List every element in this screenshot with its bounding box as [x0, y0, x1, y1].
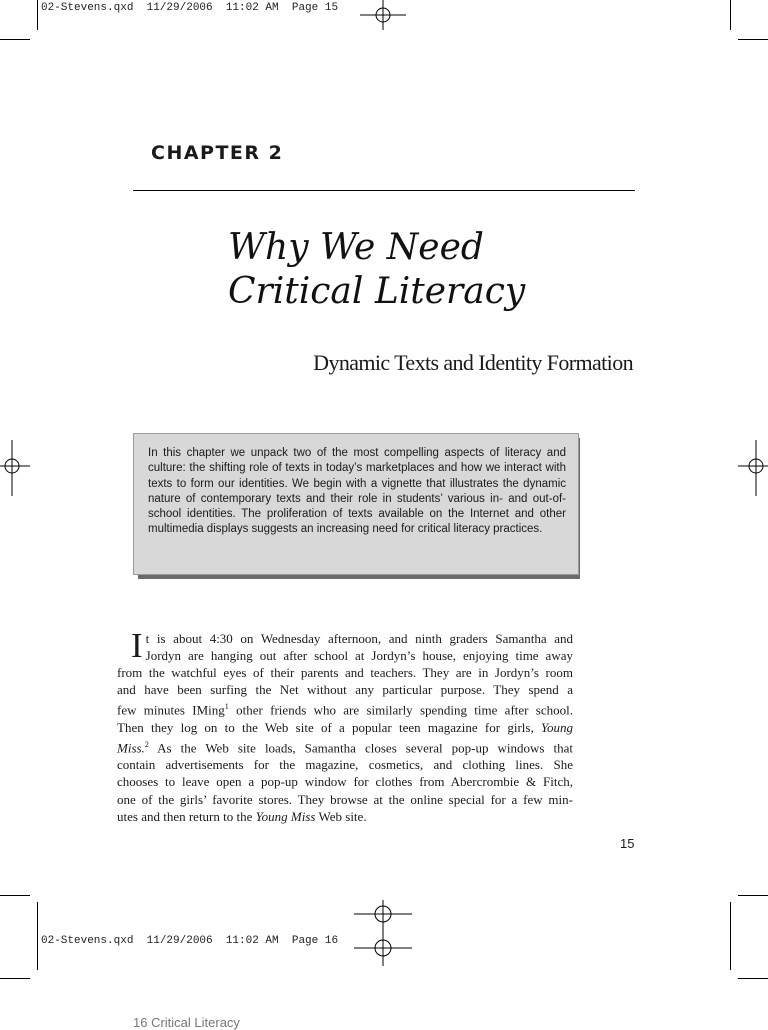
crop-mark-bottom-left-h [0, 895, 30, 896]
crop-mark-top-right [730, 0, 731, 30]
crop-mark-bottom-right [730, 902, 731, 970]
body-line: from the watchful eyes of their parents and teachers. They are in Jordyn’s room [117, 665, 573, 681]
registration-mark-top-icon [360, 0, 406, 30]
body-line [117, 808, 573, 825]
chapter-title-line-1: Why We Need [228, 227, 484, 268]
body-line-part: Web site. [318, 808, 367, 824]
magazine-name: Young Miss [255, 808, 316, 824]
abstract-text: In this chapter we unpack two of the most compelling aspects of literacy and culture: the shifting role of texts in today’s marketplaces and how we interact with texts to form our identities. We begin with a vignette that illustrates the dynamic nature of contemporary texts and their role in students’ various in- and out-of-school identities. The proliferation of texts available on the Internet and other multimedia displays suggests an increasing need for critical literacy practices. [148, 447, 566, 536]
chapter-subtitle: Dynamic Texts and Identity Formation [313, 350, 633, 375]
crop-mark-next-right-h [738, 978, 768, 979]
body-line [117, 736, 573, 756]
crop-mark-top-left-h [0, 39, 30, 40]
footnote-ref-2: 2 [144, 739, 149, 749]
body-line-part: utes and then return to the [117, 808, 253, 824]
body-line: chooses to leave open a pop-up window for clothes from Abercrombie & Fitch, [117, 774, 573, 790]
registration-mark-left-icon [0, 440, 30, 496]
body-line: t is about 4:30 on Wednesday afternoon, and ninth graders Samantha and [145, 631, 573, 646]
page-number: 15 [620, 836, 635, 851]
body-line: contain advertisements for the magazine, cosmetics, and clothing lines. She [117, 757, 573, 773]
registration-mark-next-icon [354, 930, 412, 966]
crop-mark-bottom-right-h [738, 895, 768, 896]
footnote-ref-1: 1 [224, 702, 229, 712]
drop-cap: I [131, 626, 143, 665]
body-line-part: Then they log on to the Web site of a popular teen magazine for girls, [117, 719, 534, 735]
chapter-title [228, 226, 525, 314]
crop-mark-bottom-left [37, 902, 38, 970]
crop-mark-next-left-h [0, 978, 30, 979]
next-page-header-clipped: 16 Critical Literacy [133, 1015, 240, 1030]
registration-mark-right-icon [738, 440, 768, 496]
body-line-part: few minutes IMing [117, 702, 225, 718]
chapter-title-line-2: Critical Literacy [228, 271, 526, 312]
body-line [117, 698, 573, 718]
body-line: and have been surfing the Net without any particular purpose. They spend a [117, 682, 573, 698]
chapter-label: CHAPTER 2 [151, 142, 284, 164]
body-line-part: As the Web site loads, Samantha closes several pop-up windows that [157, 740, 573, 756]
body-paragraph [117, 626, 574, 825]
magazine-name: Miss. [117, 740, 145, 756]
registration-mark-bottom-icon [354, 898, 412, 932]
body-line [117, 719, 573, 736]
chapter-rule [133, 190, 635, 191]
crop-mark-top-right-h [738, 39, 768, 40]
crop-mark-top-left [37, 0, 38, 30]
body-line-part: other friends who are similarly spending time after school. [236, 702, 574, 718]
abstract-box [133, 433, 579, 575]
slug-bottom: 02-Stevens.qxd 11/29/2006 11:02 AM Page 16 [41, 935, 339, 947]
magazine-name: Young [540, 719, 573, 735]
slug-top: 02-Stevens.qxd 11/29/2006 11:02 AM Page 15 [41, 2, 339, 14]
body-line: Jordyn are hanging out after school at Jordyn’s house, enjoying time away [145, 648, 573, 664]
body-line: one of the girls’ favorite stores. They browse at the online special for a few min- [117, 791, 573, 807]
